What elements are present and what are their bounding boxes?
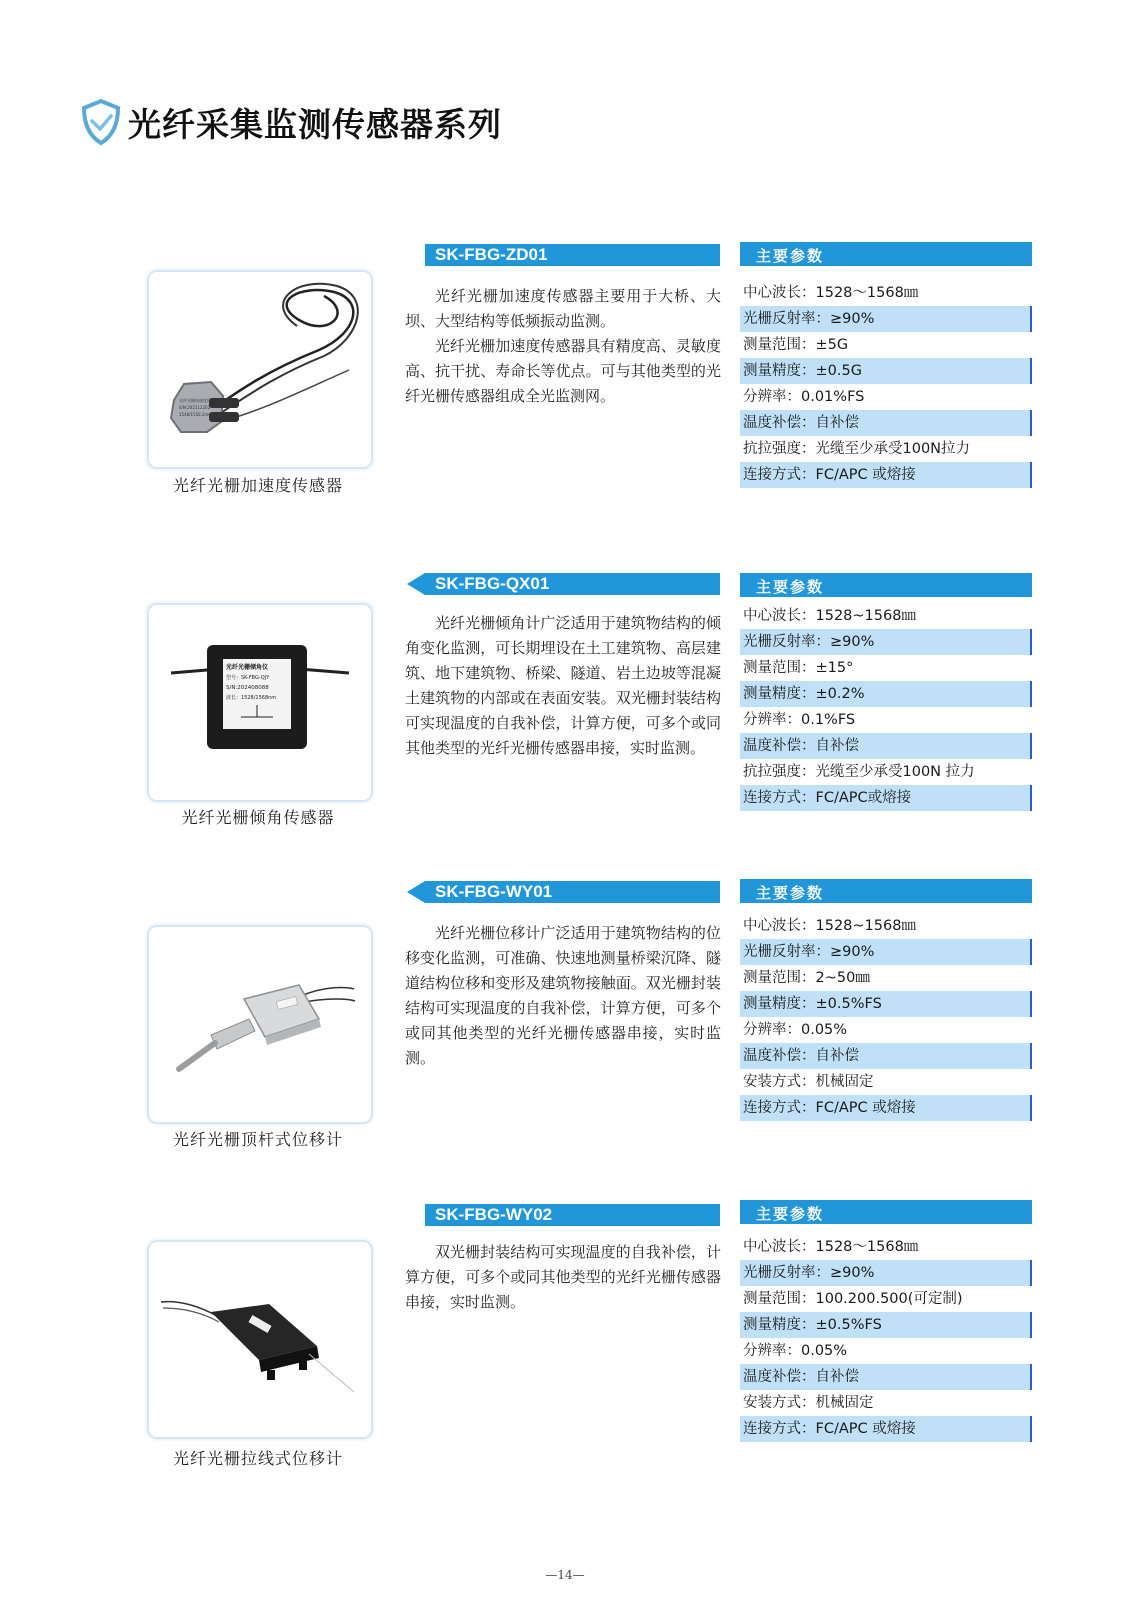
param-row: 连接方式：FC/APC 或熔接 xyxy=(740,1095,1032,1121)
param-row: 中心波长：1528~1568㎚ xyxy=(743,918,916,934)
product-section-wy02 xyxy=(0,1205,1130,1540)
param-row: 测量精度：±0.2% xyxy=(740,681,1032,707)
model-number: SK-FBG-QX01 xyxy=(435,574,550,593)
product-caption: 光纤光栅顶杆式位移计 xyxy=(172,1130,343,1149)
product-image-frame xyxy=(147,603,373,802)
model-bar xyxy=(425,881,720,903)
shield-icon xyxy=(80,98,122,146)
params-title: 主要参数 xyxy=(756,1205,825,1223)
param-row: 光栅反射率：≥90% xyxy=(740,939,1032,965)
param-row: 温度补偿：自补偿 xyxy=(740,1364,1032,1390)
description-paragraph: 光纤光栅加速度传感器主要用于大桥、大坝、大型结构等低频振动监测。 xyxy=(405,287,721,330)
label-plate-line: 1548/1558.2nm xyxy=(179,412,211,417)
param-row: 测量范围：100.200.500(可定制) xyxy=(743,1291,963,1307)
param-row: 分辨率：0.05% xyxy=(743,1343,848,1359)
product-caption: 光纤光栅拉线式位移计 xyxy=(172,1449,343,1468)
params-header xyxy=(740,573,1032,597)
params-list xyxy=(740,280,1032,488)
model-number: SK-FBG-ZD01 xyxy=(435,245,548,264)
model-number: SK-FBG-WY02 xyxy=(435,1205,553,1224)
cable-displacement-sensor-image xyxy=(149,1242,371,1437)
label-plate-line: 波长：1528/1568nm xyxy=(226,695,277,701)
product-caption: 光纤光栅倾角传感器 xyxy=(181,808,335,827)
page-header xyxy=(80,96,502,148)
model-number: SK-FBG-WY01 xyxy=(435,882,553,901)
model-bar xyxy=(425,1204,720,1226)
param-row: 测量范围：±15° xyxy=(743,660,854,676)
param-row: 测量范围：±5G xyxy=(743,337,849,353)
page-title: 光纤采集监测传感器系列 xyxy=(128,104,502,144)
param-row: 分辨率：0.1%FS xyxy=(743,712,856,728)
param-row: 测量精度：±0.5%FS xyxy=(740,991,1032,1017)
param-row: 安装方式：机械固定 xyxy=(743,1074,874,1090)
param-row: 抗拉强度：光缆至少承受100N 拉力 xyxy=(743,764,975,780)
label-plate-line: 光纤光栅倾角仪 xyxy=(226,664,269,671)
label-plate-line: 光纤光栅加速度传感器 xyxy=(179,398,219,403)
param-row: 光栅反射率：≥90% xyxy=(740,1260,1032,1286)
acceleration-sensor-image xyxy=(149,272,371,467)
inclination-sensor-image xyxy=(149,605,371,800)
params-title: 主要参数 xyxy=(756,884,825,902)
param-row: 光栅反射率：≥90% xyxy=(740,306,1032,332)
param-row: 分辨率：0.05% xyxy=(743,1022,848,1038)
product-image-frame xyxy=(147,1240,373,1439)
params-header xyxy=(740,242,1032,266)
product-description xyxy=(405,1240,721,1315)
params-header xyxy=(740,1200,1032,1224)
product-description xyxy=(405,611,721,761)
label-plate-line: 型号：SK-FBG-QJY xyxy=(226,675,270,681)
param-row: 温度补偿：自补偿 xyxy=(740,410,1032,436)
params-title: 主要参数 xyxy=(756,247,825,265)
param-row: 中心波长：1528~1568㎚ xyxy=(743,608,916,624)
description-paragraph: 双光栅封装结构可实现温度的自我补偿，计算方便，可多个或同其他类型的光纤光栅传感器串接，实时监测。 xyxy=(405,1243,721,1311)
params-list xyxy=(740,603,1032,811)
param-row: 中心波长：1528～1568㎚ xyxy=(743,1239,919,1255)
param-row: 连接方式：FC/APC 或熔接 xyxy=(740,1416,1032,1442)
params-list xyxy=(740,913,1032,1121)
param-row: 温度补偿：自补偿 xyxy=(740,1043,1032,1069)
product-section-qx01 xyxy=(0,574,1130,903)
product-image-frame xyxy=(147,925,373,1124)
product-description xyxy=(405,284,721,409)
rod-displacement-sensor-image xyxy=(149,927,371,1122)
product-section-zd01 xyxy=(0,245,1130,570)
params-title: 主要参数 xyxy=(756,578,825,596)
product-description xyxy=(405,921,721,1071)
param-row: 测量精度：±0.5G xyxy=(740,358,1032,384)
param-row: 中心波长：1528～1568㎚ xyxy=(743,285,919,301)
description-paragraph: 光纤光栅位移计广泛适用于建筑物结构的位移变化监测，可准确、快速地测量桥梁沉降、隧道结构位移和变形及建筑物接触面。双光栅封装结构可实现温度的自我补偿，计算方便，可多个或同其他类型的光纤光栅传感器串接，实时监测。 xyxy=(405,924,721,1067)
param-row: 温度补偿：自补偿 xyxy=(740,733,1032,759)
param-row: 光栅反射率：≥90% xyxy=(740,629,1032,655)
label-plate-line: S/N:202408088 xyxy=(226,685,269,691)
param-row: 抗拉强度：光缆至少承受100N拉力 xyxy=(743,441,971,457)
params-header xyxy=(740,879,1032,903)
description-paragraph: 光纤光栅加速度传感器具有精度高、灵敏度高、抗干扰、寿命长等优点。可与其他类型的光纤光栅传感器组成全光监测网。 xyxy=(405,337,721,405)
page-number: —14— xyxy=(545,1568,585,1582)
param-row: 连接方式：FC/APC 或熔接 xyxy=(740,462,1032,488)
param-row: 分辨率：0.01%FS xyxy=(743,389,865,405)
product-section-wy01 xyxy=(0,882,1130,1225)
params-list xyxy=(740,1234,1032,1442)
product-image-frame xyxy=(147,270,373,469)
param-row: 安装方式：机械固定 xyxy=(743,1395,874,1411)
product-caption: 光纤光栅加速度传感器 xyxy=(172,476,343,495)
model-bar xyxy=(425,244,720,266)
description-paragraph: 光纤光栅倾角计广泛适用于建筑物结构的倾角变化监测，可长期埋设在土工建筑物、高层建筑、地下建筑物、桥梁、隧道、岩土边坡等混凝土建筑物的内部或在表面安装。双光栅封装结构可实现温度的自我补偿，计算方便，可多个或同其他类型的光纤光栅传感器串接，实时监测。 xyxy=(405,614,721,757)
param-row: 测量精度：±0.5%FS xyxy=(740,1312,1032,1338)
model-bar xyxy=(425,573,720,595)
param-row: 测量范围：2~50㎜ xyxy=(743,970,870,986)
label-plate-line: S/N:202112202 xyxy=(179,405,211,410)
param-row: 连接方式：FC/APC或熔接 xyxy=(740,785,1032,811)
